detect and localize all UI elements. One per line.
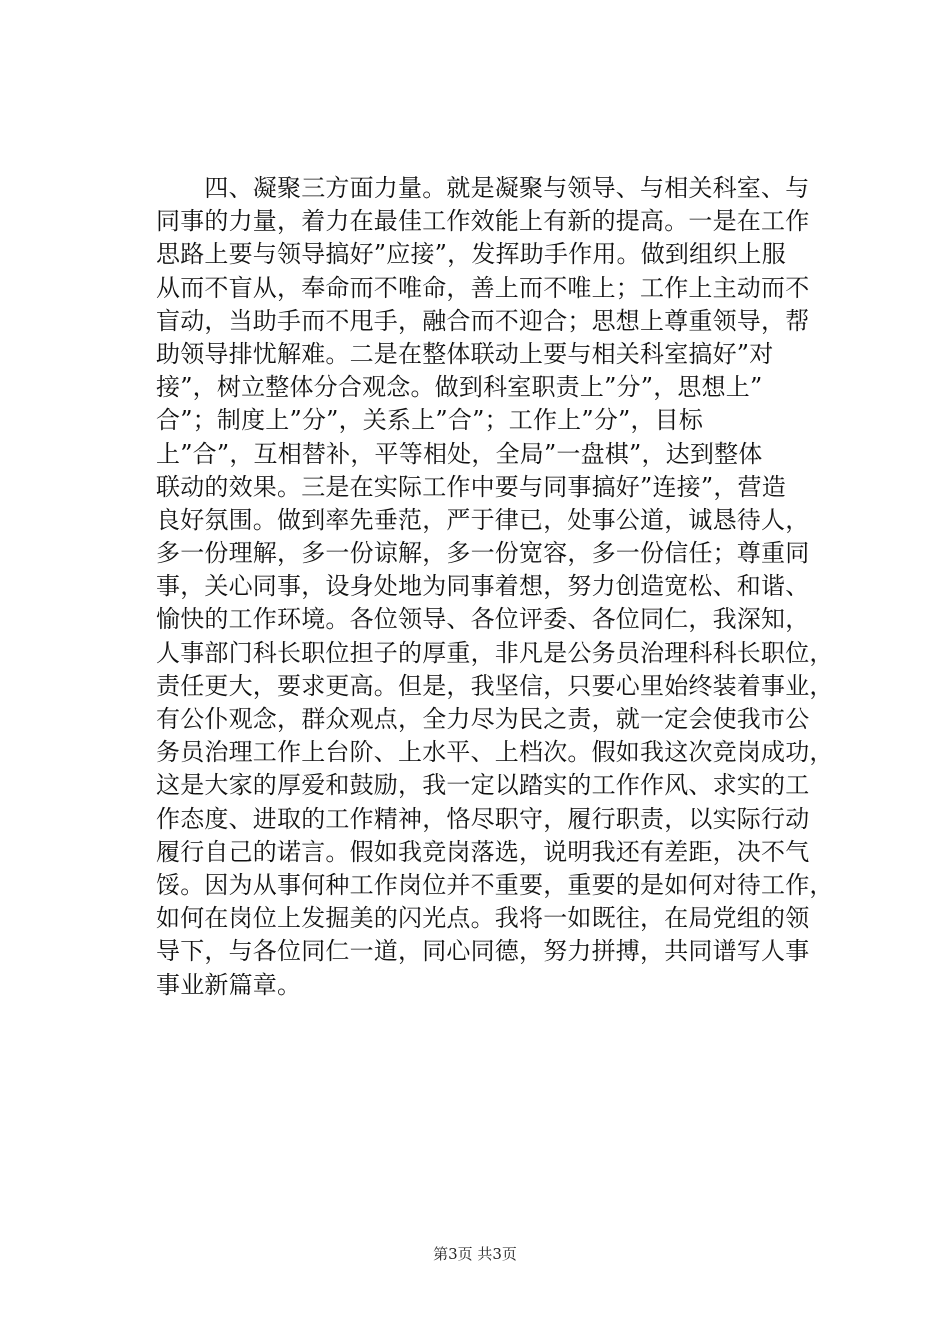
text-line: 有公仆观念，群众观点，全力尽为民之责，就一定会使我市公 [156,705,810,733]
text-line: 多一份理解，多一份谅解，多一份宽容，多一份信任；尊重同 [156,539,810,568]
page-number-footer: 第3页 共3页 [433,1245,517,1263]
text-line: 四、凝聚三方面力量。就是凝聚与领导、与相关科室、与 [156,174,810,202]
text-line: 事，关心同事，设身处地为同事着想，努力创造宽松、和谐、 [156,572,810,601]
text-line: 责任更大，要求更高。但是，我坚信，只要心里始终装着事业， [156,671,834,700]
text-line: 盲动，当助手而不甩手，融合而不迎合；思想上尊重领导，帮 [156,306,810,335]
text-line: 思路上要与领导搞好”应接”，发挥助手作用。做到组织上服 [156,240,786,269]
text-line: 良好氛围。做到率先垂范，严于律已，处事公道，诚恳待人， [156,505,810,534]
text-line: 从而不盲从，奉命而不唯命，善上而不唯上；工作上主动而不 [156,273,810,302]
text-line: 同事的力量，着力在最佳工作效能上有新的提高。一是在工作 [156,207,810,236]
text-line: 馁。因为从事何种工作岗位并不重要，重要的是如何对待工作， [156,870,834,899]
text-line: 事业新篇章。 [156,970,302,999]
text-line: 务员治理工作上台阶、上水平、上档次。假如我这次竞岗成功， [156,738,834,767]
text-line: 作态度、进取的工作精神，恪尽职守，履行职责，以实际行动 [156,804,810,833]
text-line: 愉快的工作环境。各位领导、各位评委、各位同仁，我深知， [156,605,810,634]
text-line: 这是大家的厚爱和鼓励，我一定以踏实的工作作风、求实的工 [156,771,810,800]
text-line: 如何在岗位上发掘美的闪光点。我将一如既往，在局党组的领 [156,904,810,933]
text-line: 导下，与各位同仁一道，同心同德，努力拼搏，共同谱写人事 [156,937,810,966]
text-line: 接”，树立整体分合观念。做到科室职责上”分”，思想上” [156,373,763,402]
text-line: 助领导排忧解难。二是在整体联动上要与相关科室搞好”对 [156,339,774,368]
text-line: 合”；制度上”分”，关系上”合”；工作上”分”，目标 [156,406,704,435]
text-line: 上”合”，互相替补，平等相处，全局”一盘棋”，达到整体 [156,439,763,468]
body-paragraph [156,172,836,1002]
text-line: 联动的效果。三是在实际工作中要与同事搞好”连接”，营造 [156,472,786,501]
text-line: 履行自己的诺言。假如我竞岗落选，说明我还有差距，决不气 [156,837,810,866]
text-line: 人事部门科长职位担子的厚重，非凡是公务员治理科科长职位， [156,638,834,667]
